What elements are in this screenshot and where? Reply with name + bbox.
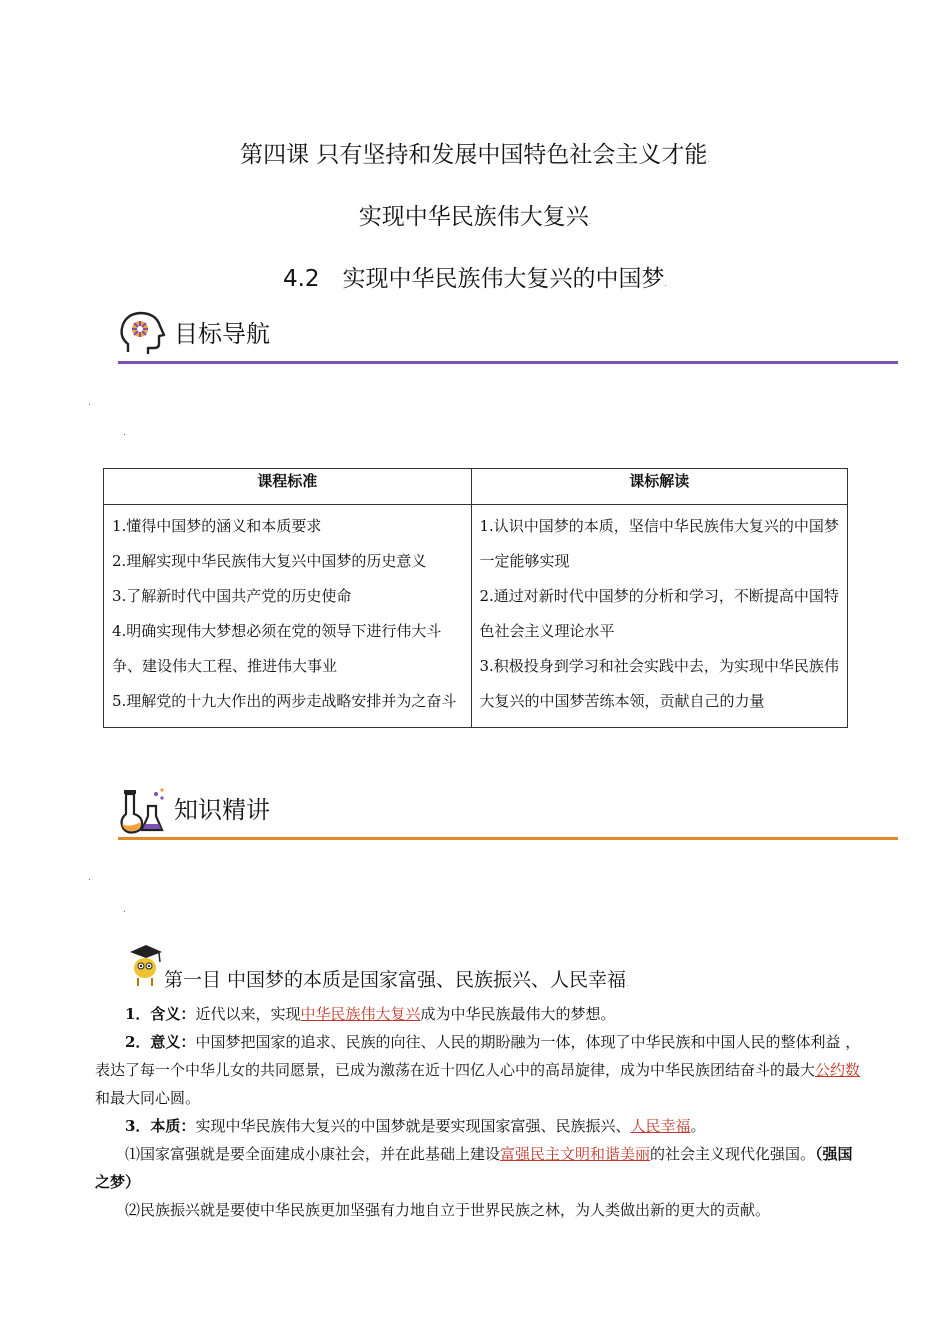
key-term: 中华民族伟大复兴 xyxy=(300,1005,421,1023)
stray-mark: . xyxy=(88,873,91,883)
subsection-title: 第一目 中国梦的本质是国家富强、民族振兴、人民幸福. xyxy=(164,969,629,991)
key-term: 公约数 xyxy=(815,1061,861,1079)
section-title: 4.2 实现中华民族伟大复兴的中国梦. xyxy=(282,266,668,292)
point-essence: 3．本质：实现中华民族伟大复兴的中国梦就是要实现国家富强、民族振兴、人民幸福。 xyxy=(125,1117,706,1135)
interpretation-cell xyxy=(471,505,848,728)
list-item: 5.理解党的十九大作出的两步走战略安排并为之奋斗 xyxy=(112,692,457,710)
stray-mark: . xyxy=(123,905,126,915)
point-significance: 2．意义：中国梦把国家的追求、民族的向往、人民的期盼融为一体，体现了中华民族和中国人民的整体利益 ，表达了每一个中华儿女的共同愿景，已成为激荡在近十四亿人心中的高昂旋律，成为中华民族团结奋斗的最大公约数和最大同心圆。 xyxy=(95,1033,861,1107)
list-item: 4.明确实现伟大梦想必须在党的领导下进行伟大斗争、建设伟大工程、推进伟大事业 xyxy=(112,622,442,675)
point-meaning: 1．含义：近代以来，实现中华民族伟大复兴成为中华民族最伟大的梦想。 xyxy=(125,1005,616,1023)
knowledge-label: 知识精讲 xyxy=(174,796,270,824)
goal-nav-label: 目标导航 xyxy=(174,320,270,348)
key-term: 人民幸福 xyxy=(630,1117,691,1135)
stray-mark: . xyxy=(123,428,126,438)
list-item: 2.通过对新时代中国梦的分析和学习，不断提高中国特色社会主义理论水平 xyxy=(479,587,839,640)
content-body xyxy=(95,1000,865,1224)
point-essence-b: ⑵民族振兴就是要使中华民族更加坚强有力地自立于世界民族之林，为人类做出新的更大的贡献。 xyxy=(125,1201,771,1219)
point-essence-a: ⑴国家富强就是要全面建成小康社会，并在此基础上建设富强民主文明和谐美丽的社会主义现代化强国。（强国之梦） xyxy=(95,1145,853,1191)
goal-nav-header xyxy=(118,308,898,364)
goal-nav-rule xyxy=(118,361,898,364)
knowledge-rule xyxy=(118,837,898,840)
lesson-subtitle: 实现中华民族伟大复兴. xyxy=(358,204,592,230)
key-term: 富强民主文明和谐美丽 xyxy=(500,1145,651,1163)
list-item: 3.了解新时代中国共产党的历史使命 xyxy=(112,587,352,605)
standards-cell xyxy=(104,505,472,728)
list-item: 2.理解实现中华民族伟大复兴中国梦的历史意义 xyxy=(112,552,427,570)
table-header-standards: 课程标准 xyxy=(104,469,472,505)
list-item: 1.懂得中国梦的涵义和本质要求 xyxy=(112,517,322,535)
curriculum-table xyxy=(103,468,848,728)
brain-head-icon xyxy=(118,308,168,360)
list-item: 1.认识中国梦的本质，坚信中华民族伟大复兴的中国梦一定能够实现 xyxy=(479,517,839,570)
lesson-title: 第四课 只有坚持和发展中国特色社会主义才能. xyxy=(240,142,710,168)
graduate-mascot-icon xyxy=(126,942,166,988)
knowledge-header xyxy=(118,784,898,840)
lab-flask-icon xyxy=(118,784,168,836)
stray-mark: . xyxy=(88,398,91,408)
table-header-interpretation: 课标解读 xyxy=(471,469,848,505)
list-item: 3.积极投身到学习和社会实践中去，为实现中华民族伟大复兴的中国梦苦练本领，贡献自己的力量 xyxy=(479,657,839,710)
